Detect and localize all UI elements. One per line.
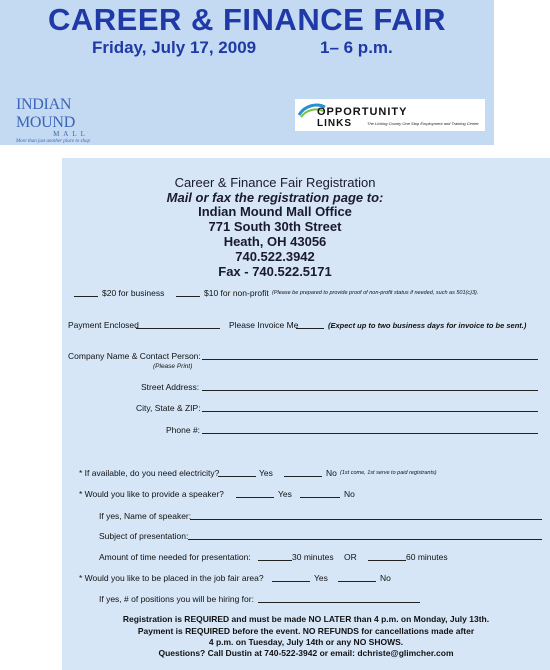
- electricity-note: (1st come, 1st serve to paid registrants): [340, 470, 437, 476]
- presentation-time-label: Amount of time needed for presentation:: [99, 552, 251, 562]
- invoice-me-blank[interactable]: [296, 328, 324, 329]
- city-state-zip-field[interactable]: [202, 411, 538, 412]
- print-note: (Please Print): [153, 363, 193, 370]
- speaker-yes-blank[interactable]: [236, 497, 274, 498]
- company-contact-field[interactable]: [202, 359, 538, 360]
- thirty-minutes-label: 30 minutes: [292, 552, 334, 562]
- thirty-minutes-blank[interactable]: [258, 560, 292, 561]
- business-fee-blank[interactable]: [74, 296, 98, 297]
- footer-refund-policy: 4 p.m. on Tuesday, July 14th or any NO SHOWS.: [208, 637, 404, 647]
- job-fair-yes-label: Yes: [314, 573, 328, 583]
- job-fair-yes-blank[interactable]: [272, 581, 310, 582]
- street-address-label: Street Address:: [141, 382, 200, 392]
- electricity-question: * If available, do you need electricity?: [79, 468, 220, 478]
- presentation-subject-field[interactable]: [188, 539, 542, 540]
- electricity-yes-blank[interactable]: [218, 476, 256, 477]
- nonprofit-fee-blank[interactable]: [176, 296, 200, 297]
- job-fair-area-question: * Would you like to be placed in the job fair area?: [79, 573, 264, 583]
- invoice-note: (Expect up to two business days for invoice to be sent.): [328, 321, 527, 330]
- electricity-no-blank[interactable]: [284, 476, 322, 477]
- office-name: Indian Mound Mall Office: [198, 204, 352, 219]
- event-title: CAREER & FINANCE FAIR: [47, 2, 446, 37]
- opportunity-links-tagline: The Licking County One Stop Employment and Training Center: [367, 121, 479, 126]
- indian-mound-mall-logo: [16, 96, 126, 144]
- office-street: 771 South 30th Street: [208, 219, 342, 234]
- office-phone: 740.522.3942: [235, 249, 315, 264]
- office-city: Heath, OH 43056: [223, 234, 327, 249]
- footer-registration-deadline: Registration is REQUIRED and must be made NO LATER than 4 p.m. on Monday, July 13th.: [122, 614, 490, 624]
- phone-field[interactable]: [202, 433, 538, 434]
- event-time: 1– 6 p.m.: [320, 38, 393, 57]
- sixty-minutes-label: 60 minutes: [406, 552, 448, 562]
- indian-mound-logo-sub: MALL: [53, 130, 89, 138]
- electricity-no-label: No: [326, 468, 337, 478]
- speaker-question: * Would you like to provide a speaker?: [79, 489, 224, 499]
- opportunity-logo-word: OPPORTUNITY: [317, 106, 408, 118]
- office-fax: Fax - 740.522.5171: [218, 264, 332, 279]
- job-fair-no-blank[interactable]: [338, 581, 376, 582]
- phone-label: Phone #:: [166, 425, 201, 435]
- speaker-no-blank[interactable]: [300, 497, 340, 498]
- nonprofit-fee-note: (Please be prepared to provide proof of non-profit status if needed, such as 501(c)3).: [272, 290, 479, 296]
- links-logo-word: LINKS: [317, 118, 352, 129]
- business-fee-label: $20 for business: [102, 288, 165, 298]
- invoice-me-label: Please Invoice Me: [229, 320, 299, 330]
- positions-field[interactable]: [258, 602, 420, 603]
- electricity-yes-label: Yes: [259, 468, 273, 478]
- speaker-yes-label: Yes: [278, 489, 292, 499]
- opportunity-links-logo: [295, 99, 485, 131]
- mail-instruction: Mail or fax the registration page to:: [166, 190, 384, 205]
- nonprofit-fee-label: $10 for non-profit: [204, 288, 269, 298]
- job-fair-no-label: No: [380, 573, 391, 583]
- event-date: Friday, July 17, 2009: [92, 38, 257, 57]
- city-state-zip-label: City, State & ZIP:: [136, 403, 201, 413]
- payment-enclosed-label: Payment Enclosed: [68, 320, 139, 330]
- indian-mound-logo-name: INDIAN MOUND: [16, 96, 75, 131]
- footer-questions-contact: Questions? Call Dustin at 740-522-3942 or email: dchriste@glimcher.com: [158, 648, 454, 658]
- sixty-minutes-blank[interactable]: [368, 560, 406, 561]
- footer-payment-policy: Payment is REQUIRED before the event. NO REFUNDS for cancellations made after: [137, 626, 475, 636]
- positions-label: If yes, # of positions you will be hiring for:: [99, 594, 254, 604]
- registration-heading: Career & Finance Fair Registration: [174, 175, 376, 190]
- speaker-no-label: No: [344, 489, 355, 499]
- indian-mound-logo-tagline: More than just another place to shop: [16, 139, 90, 144]
- or-label: OR: [344, 552, 357, 562]
- street-address-field[interactable]: [202, 390, 538, 391]
- presentation-subject-label: Subject of presentation:: [99, 531, 189, 541]
- speaker-name-field[interactable]: [190, 519, 542, 520]
- payment-enclosed-blank[interactable]: [136, 328, 220, 329]
- speaker-name-label: If yes, Name of speaker:: [99, 511, 192, 521]
- company-contact-label: Company Name & Contact Person:: [68, 351, 201, 361]
